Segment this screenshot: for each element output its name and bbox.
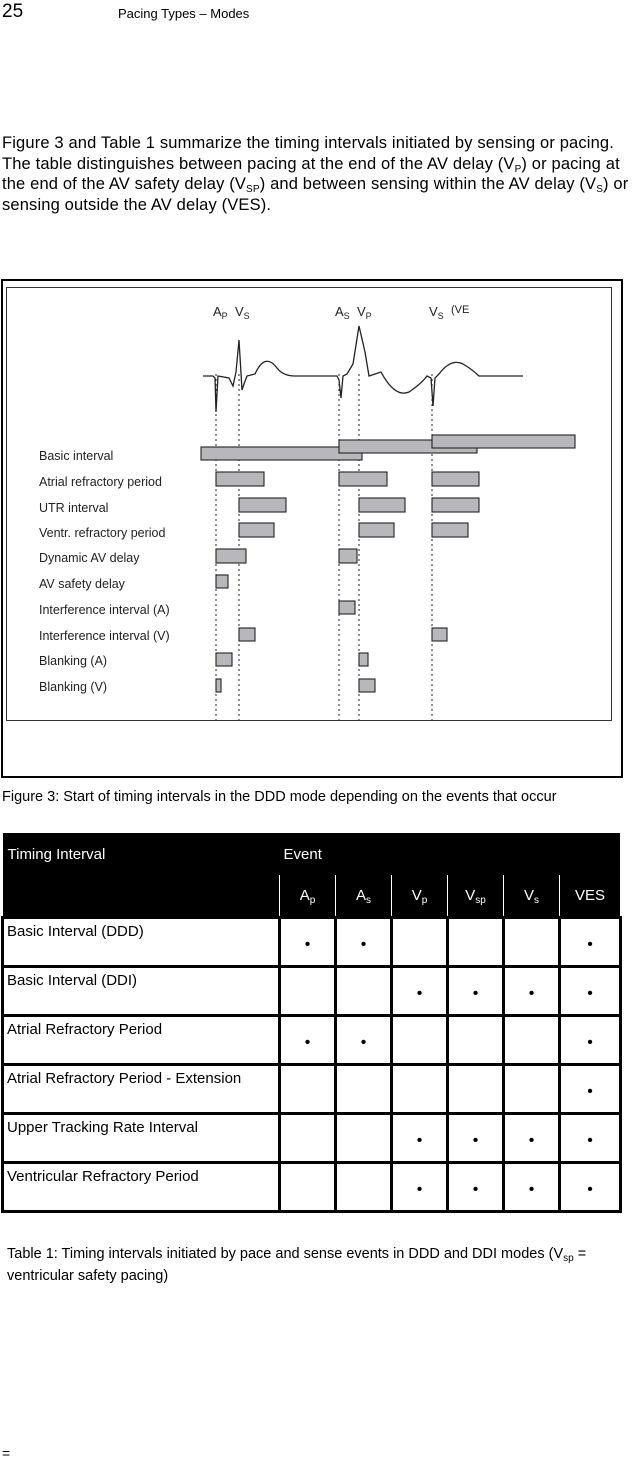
- bar-atrial-refractory-2: [339, 472, 387, 486]
- table-row: [3, 917, 621, 966]
- bar-utr-2: [359, 498, 405, 512]
- table-row: [3, 1015, 621, 1064]
- header-timing-interval: Timing Interval: [7, 845, 106, 863]
- running-header: Pacing Types – Modes: [118, 6, 250, 21]
- event-label-ap: $A_P$: [213, 304, 228, 321]
- row-mark: [336, 1064, 392, 1113]
- row-mark: [504, 1015, 560, 1064]
- event-label-vs: $V_S$: [235, 304, 250, 321]
- row-label-av-safety-delay: AV safety delay: [39, 577, 125, 591]
- col-ap: $A_p$: [280, 875, 336, 917]
- table-row: [3, 1064, 621, 1113]
- bar-atrial-refractory-3: [432, 472, 479, 486]
- row-mark: [504, 1064, 560, 1113]
- row-name: Ventricular Refractory Period: [3, 1162, 280, 1211]
- table-header-row: [3, 833, 621, 875]
- event-label-as: $A_S$: [335, 304, 350, 321]
- row-mark: •: [392, 1162, 448, 1211]
- timing-diagram-panel: [6, 287, 612, 721]
- row-name: Basic Interval (DDI): [3, 966, 280, 1015]
- col-ves: VES: [560, 875, 621, 917]
- bar-blanking-v-1: [216, 679, 221, 692]
- row-mark: [280, 966, 336, 1015]
- row-mark: [448, 917, 504, 966]
- row-mark: [336, 1113, 392, 1162]
- intro-paragraph: [2, 133, 634, 215]
- footer-mark: =: [2, 1445, 11, 1461]
- intro-sub-3: S: [596, 184, 604, 195]
- row-mark: •: [560, 1113, 621, 1162]
- table-row: [3, 966, 621, 1015]
- row-label-interference-a: Interference interval (A): [39, 603, 170, 617]
- table-row: [3, 1113, 621, 1162]
- intro-text-1: Figure 3 and Table 1 summarize the timing intervals initiated by sensing or pacing. The table distinguishes between pacing at the end of the AV delay (V: [2, 134, 614, 173]
- row-name: Atrial Refractory Period: [3, 1015, 280, 1064]
- row-mark: [280, 1113, 336, 1162]
- row-mark: •: [280, 917, 336, 966]
- bar-blanking-v-2: [359, 679, 375, 692]
- row-mark: •: [560, 1064, 621, 1113]
- bar-interference-a: [339, 601, 355, 614]
- bar-atrial-refractory-1: [216, 472, 264, 486]
- row-name: Atrial Refractory Period - Extension: [3, 1064, 280, 1113]
- col-as: $A_s$: [336, 875, 392, 917]
- row-mark: •: [504, 1113, 560, 1162]
- timing-diagram: [7, 288, 611, 720]
- row-mark: •: [560, 1015, 621, 1064]
- bar-blanking-a-2: [359, 653, 368, 666]
- event-label-vp: $V_P$: [357, 304, 372, 321]
- row-mark: •: [504, 1162, 560, 1211]
- table-row: [3, 1162, 621, 1211]
- row-mark: [504, 917, 560, 966]
- row-mark: •: [560, 917, 621, 966]
- row-mark: •: [448, 1162, 504, 1211]
- intro-text-2: ) or pacing at the end of the AV safety delay (V: [2, 154, 620, 193]
- row-mark: [392, 1015, 448, 1064]
- page-number: 25: [2, 1, 24, 22]
- row-mark: •: [560, 966, 621, 1015]
- row-mark: •: [448, 966, 504, 1015]
- subheader-blank: [3, 875, 280, 917]
- event-guide-lines: [216, 374, 432, 720]
- ecg-trace: [203, 326, 523, 412]
- bar-dynamic-av-1: [216, 549, 246, 563]
- bar-utr-3: [432, 498, 479, 512]
- row-name: Upper Tracking Rate Interval: [3, 1113, 280, 1162]
- event-label-ve: (VE: [451, 304, 470, 316]
- row-mark: [448, 1064, 504, 1113]
- row-mark: •: [560, 1162, 621, 1211]
- table-subheader-row: [3, 875, 621, 917]
- bar-av-safety: [216, 575, 228, 588]
- event-label-vs-2: $V_S$: [429, 304, 444, 321]
- bar-basic-interval-1: [201, 447, 362, 460]
- row-label-basic-interval: Basic interval: [39, 449, 114, 463]
- row-mark: [392, 917, 448, 966]
- bar-utr-1: [239, 498, 286, 512]
- row-mark: •: [336, 1015, 392, 1064]
- row-label-ventr-refractory: Ventr. refractory period: [39, 526, 166, 540]
- col-vs: $V_s$: [504, 875, 560, 917]
- row-mark: [448, 1015, 504, 1064]
- bar-blanking-a-1: [216, 653, 232, 666]
- col-vp: $V_p$: [392, 875, 448, 917]
- row-mark: •: [504, 966, 560, 1015]
- bar-interference-v-1: [239, 628, 255, 641]
- intro-sub-2: SP: [246, 184, 260, 195]
- row-mark: [336, 1162, 392, 1211]
- row-label-dynamic-av-delay: Dynamic AV delay: [39, 551, 140, 565]
- intro-sub-1: P: [514, 163, 522, 175]
- bar-interference-v-2: [432, 628, 447, 641]
- row-label-interference-v: Interference interval (V): [39, 629, 170, 643]
- intro-text-3: ) and between sensing within the AV delay (V: [259, 175, 597, 193]
- intro-text-4: ) or sensing outside the AV delay (VES).: [2, 175, 629, 214]
- col-vsp: $V_{sp}$: [448, 875, 504, 917]
- bar-ventr-refractory-1: [239, 523, 274, 537]
- row-label-atrial-refractory: Atrial refractory period: [39, 475, 162, 489]
- bar-ventr-refractory-3: [432, 523, 468, 537]
- figure-3: [1, 279, 623, 778]
- row-label-utr-interval: UTR interval: [39, 501, 109, 515]
- bar-dynamic-av-2: [339, 549, 357, 563]
- row-label-blanking-v: Blanking (V): [39, 680, 108, 694]
- row-mark: [280, 1162, 336, 1211]
- timing-interval-table: [1, 833, 622, 1213]
- bar-ventr-refractory-2: [359, 523, 394, 537]
- row-label-blanking-a: Blanking (A): [39, 654, 108, 668]
- row-mark: [280, 1064, 336, 1113]
- header-event: Event: [280, 833, 621, 875]
- row-mark: •: [448, 1113, 504, 1162]
- row-mark: •: [336, 917, 392, 966]
- bar-basic-interval-3: [432, 435, 575, 448]
- row-mark: [392, 1064, 448, 1113]
- table-caption: Table 1: Timing intervals initiated by pace and sense events in DDD and DDI modes ($V_{sp}$ = ventricular safety pacing): [7, 1246, 587, 1284]
- row-mark: •: [280, 1015, 336, 1064]
- row-mark: •: [392, 1113, 448, 1162]
- row-mark: •: [392, 966, 448, 1015]
- figure-caption: Figure 3: Start of timing intervals in the DDD mode depending on the events that occur: [2, 789, 557, 805]
- row-mark: [336, 966, 392, 1015]
- row-name: Basic Interval (DDD): [3, 917, 280, 966]
